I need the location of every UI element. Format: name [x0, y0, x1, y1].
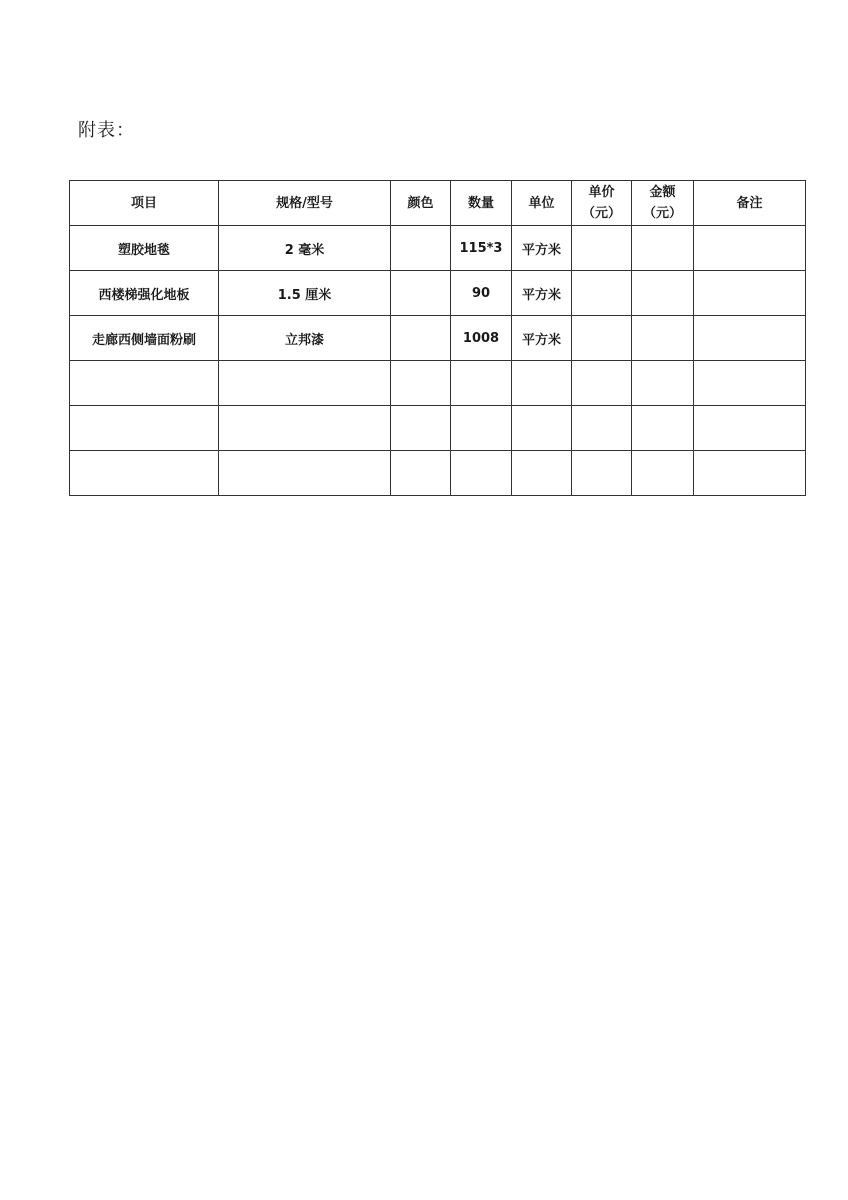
- cell-unit: [512, 361, 572, 406]
- cell-quantity: [451, 361, 512, 406]
- table-row: [70, 226, 806, 271]
- header-unit: 单位: [512, 181, 572, 226]
- cell-item: [70, 406, 219, 451]
- cell-unit-price: [572, 271, 632, 316]
- cell-unit-price: [572, 361, 632, 406]
- cell-amount: [632, 226, 694, 271]
- cell-unit-price: [572, 316, 632, 361]
- cell-spec: 2 毫米: [219, 226, 391, 271]
- cell-quantity: [451, 451, 512, 496]
- table-header-row: [70, 181, 806, 226]
- attachment-heading: 附表：: [78, 120, 135, 141]
- cell-color: [391, 271, 451, 316]
- cell-item: [70, 451, 219, 496]
- cell-quantity: 115*3: [451, 226, 512, 271]
- cell-unit-price: [572, 451, 632, 496]
- header-unit-price: [572, 181, 632, 226]
- header-item: 项目: [70, 181, 219, 226]
- header-amount: [632, 181, 694, 226]
- table-row: [70, 406, 806, 451]
- cell-unit-price: [572, 226, 632, 271]
- header-color: 颜色: [391, 181, 451, 226]
- cell-spec: 1.5 厘米: [219, 271, 391, 316]
- cell-amount: [632, 451, 694, 496]
- cell-color: [391, 226, 451, 271]
- cell-note: [694, 226, 806, 271]
- table-row: [70, 271, 806, 316]
- header-amount-line2: （元）: [642, 206, 682, 221]
- cell-color: [391, 451, 451, 496]
- cell-item: 走廊西侧墙面粉刷: [70, 316, 219, 361]
- cell-quantity: 90: [451, 271, 512, 316]
- cell-amount: [632, 406, 694, 451]
- table-row: [70, 451, 806, 496]
- header-unit-price-line2: （元）: [581, 206, 621, 221]
- cell-amount: [632, 361, 694, 406]
- cell-item: 西楼梯强化地板: [70, 271, 219, 316]
- cell-color: [391, 406, 451, 451]
- header-unit-price-line1: 单价: [588, 185, 615, 200]
- cell-unit: [512, 451, 572, 496]
- cell-color: [391, 316, 451, 361]
- cell-unit: [512, 406, 572, 451]
- cell-spec: [219, 361, 391, 406]
- cell-quantity: [451, 406, 512, 451]
- cell-amount: [632, 316, 694, 361]
- cell-unit: 平方米: [512, 271, 572, 316]
- cell-amount: [632, 271, 694, 316]
- cell-note: [694, 451, 806, 496]
- cell-unit: 平方米: [512, 226, 572, 271]
- cell-note: [694, 406, 806, 451]
- table-row: [70, 316, 806, 361]
- cell-spec: [219, 451, 391, 496]
- header-quantity: 数量: [451, 181, 512, 226]
- cell-spec: 立邦漆: [219, 316, 391, 361]
- cell-color: [391, 361, 451, 406]
- cell-item: [70, 361, 219, 406]
- cell-note: [694, 316, 806, 361]
- cell-note: [694, 271, 806, 316]
- cell-quantity: 1008: [451, 316, 512, 361]
- header-spec: 规格/型号: [219, 181, 391, 226]
- cell-spec: [219, 406, 391, 451]
- header-amount-line1: 金额: [649, 185, 676, 200]
- cell-unit: 平方米: [512, 316, 572, 361]
- cell-item: 塑胶地毯: [70, 226, 219, 271]
- header-note: 备注: [694, 181, 806, 226]
- table-row: [70, 361, 806, 406]
- cell-note: [694, 361, 806, 406]
- item-table: [69, 180, 806, 496]
- cell-unit-price: [572, 406, 632, 451]
